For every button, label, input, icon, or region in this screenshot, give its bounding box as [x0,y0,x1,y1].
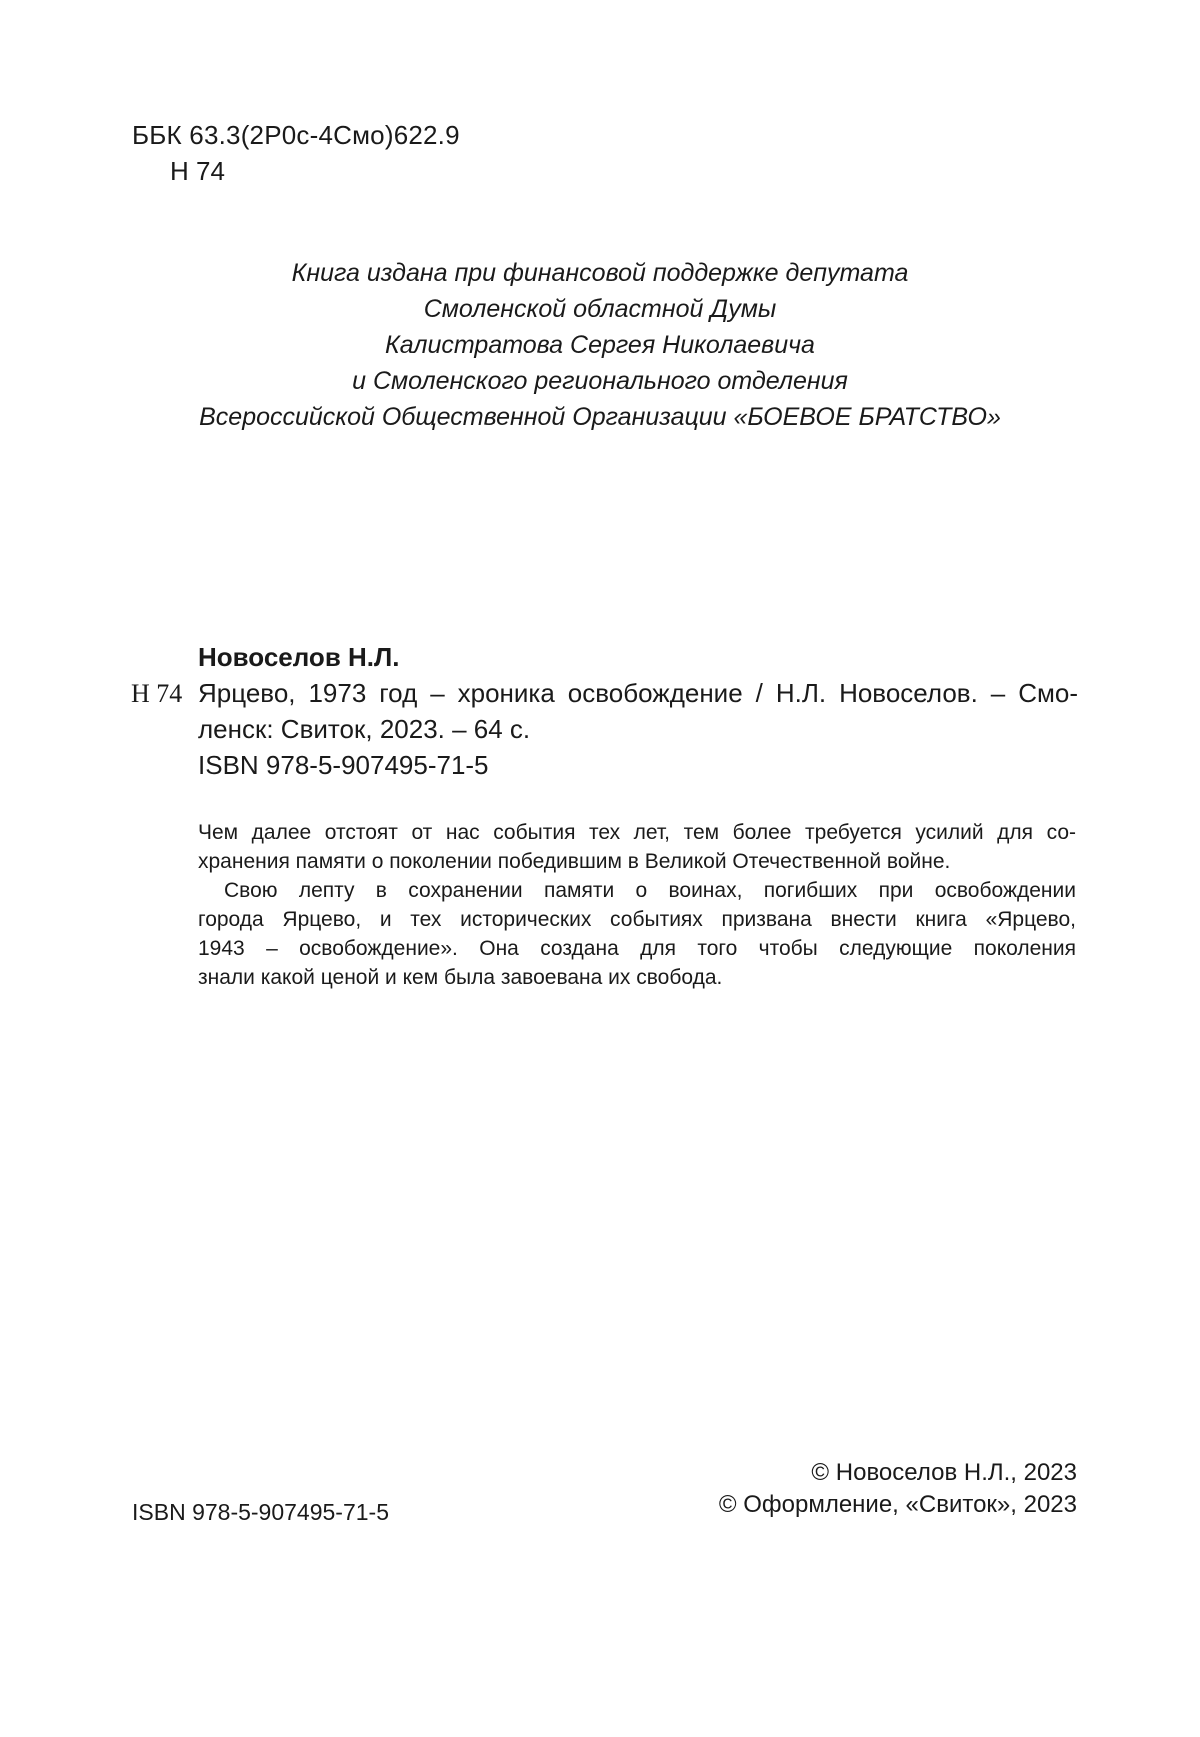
copyright-block [719,1457,1077,1521]
bbk-classification-code: ББК 63.3(2Р0с-4Смо)622.9 [132,120,460,150]
copyright-author: © Новоселов Н.Л., 2023 [811,1459,1077,1486]
sponsor-note-line: Калистратова Сергея Николаевича [385,331,815,359]
record-isbn: ISBN 978-5-907495-71-5 [198,750,489,780]
record-author-heading: Новоселов Н.Л. [198,642,400,672]
annotation-line: хранения памяти о поколении победившим в Великой Отечественной войне. [198,850,951,873]
annotation-line: 1943 – освобождение». Она создана для того чтобы следующие поколения [198,937,1076,960]
annotation-line: города Ярцево, и тех исторических событиях призвана внести книга «Ярцево, [198,908,1076,931]
description-line: ленск: Свиток, 2023. – 64 с. [198,714,531,744]
sponsor-note-line: Всероссийской Общественной Организации «БОЕВОЕ БРАТСТВО» [199,403,1001,431]
bibliographic-description [198,675,1078,783]
sponsor-note-line: и Смоленского регионального отделения [352,367,848,395]
bbk-author-mark: Н 74 [170,156,225,186]
sponsor-note [120,255,1080,435]
annotation-line: знали какой ценой и кем была завоевана их свобода. [198,966,723,989]
annotation-line: Свою лепту в сохранении памяти о воинах, погибших при освобождении [224,879,1076,902]
sponsor-note-line: Книга издана при финансовой поддержке депутата [291,259,909,287]
annotation-line: Чем далее отстоят от нас события тех лет, тем более требуется усилий для со- [198,821,1076,844]
sponsor-note-line: Смоленской областной Думы [423,295,777,323]
footer-isbn: ISBN 978-5-907495-71-5 [132,1499,389,1525]
annotation-text [198,818,1076,992]
copyright-design: © Оформление, «Свиток», 2023 [718,1491,1077,1518]
description-line: Ярцево, 1973 год – хроника освобождение / Н.Л. Новоселов. – Смо- [198,678,1078,708]
record-author-mark: Н 74 [131,679,183,708]
